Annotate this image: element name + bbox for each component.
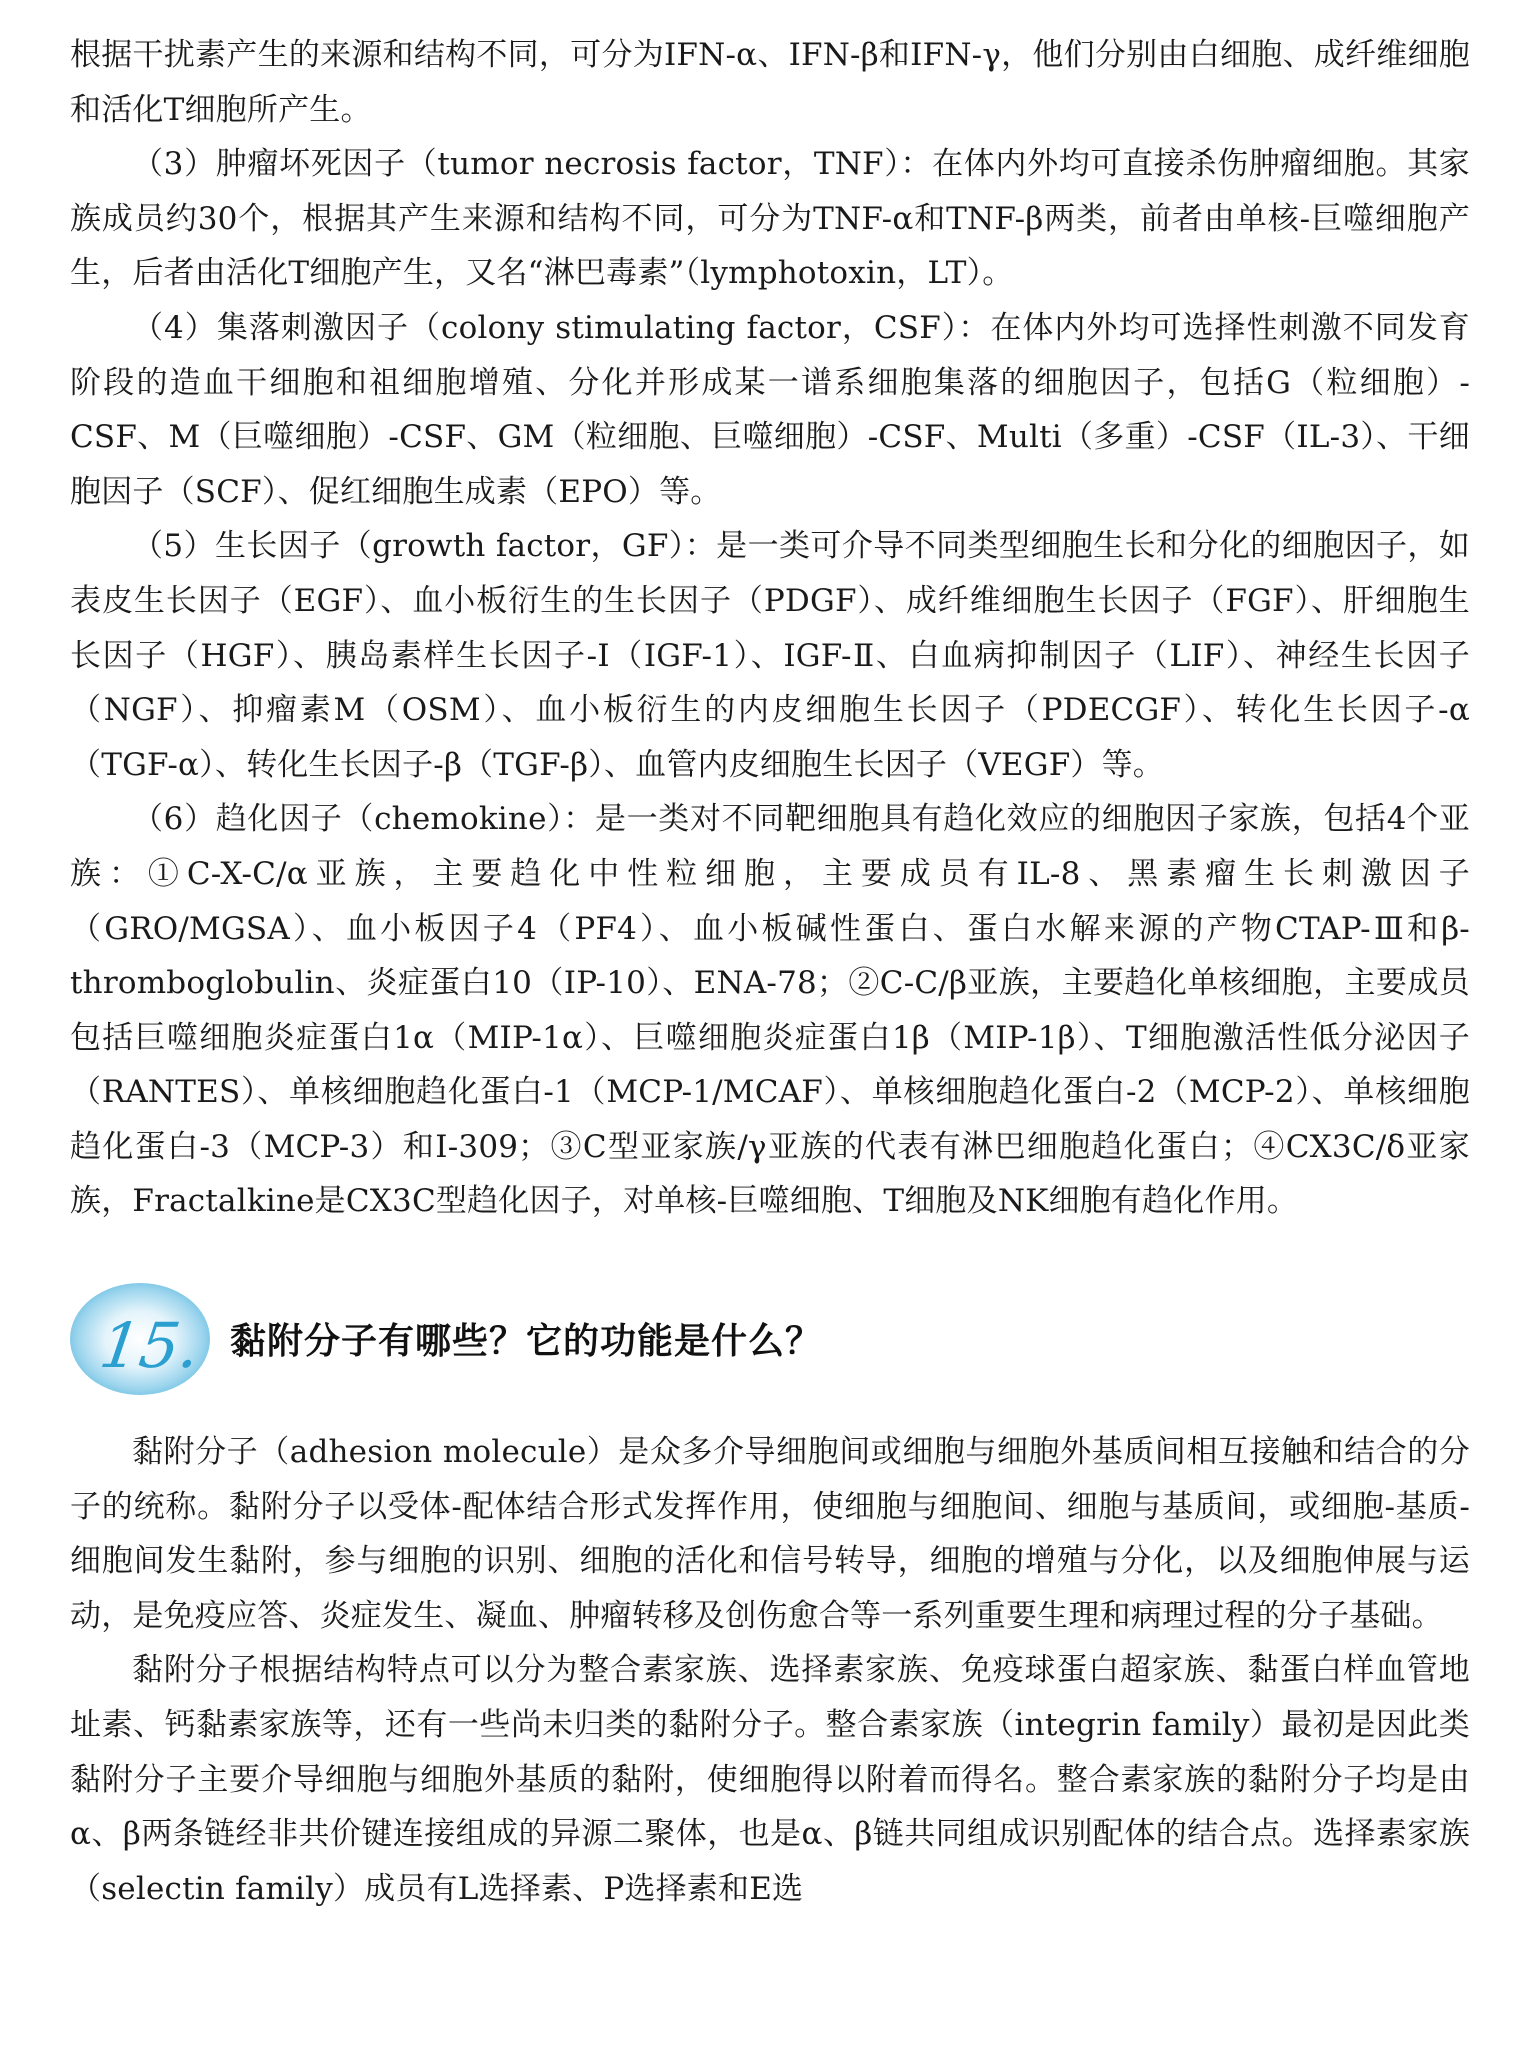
paragraph-chemokine: （6）趋化因子（chemokine）：是一类对不同靶细胞具有趋化效应的细胞因子家族，包括4个亚族：①C-X-C/α亚族，主要趋化中性粒细胞，主要成员有IL-8、黑素瘤生长刺激因子（GRO/MGSA）、血小板因子4（PF4）、血小板碱性蛋白、蛋白水解来源的产物CTAP-Ⅲ和β-thromboglobulin、炎症蛋白10（IP-10）、ENA-78；②C-C/β亚族，主要趋化单核细胞，主要成员包括巨噬细胞炎症蛋白1α（MIP-1α）、巨噬细胞炎症蛋白1β（MIP-1β）、T细胞激活性低分泌因子（RANTES）、单核细胞趋化蛋白-1（MCP-1/MCAF）、单核细胞趋化蛋白-2（MCP-2）、单核细胞趋化蛋白-3（MCP-3）和I-309；③C型亚家族/γ亚族的代表有淋巴细胞趋化蛋白；④CX3C/δ亚家族，Fractalkine是CX3C型趋化因子，对单核-巨噬细胞、T细胞及NK细胞有趋化作用。 bbox=[70, 801, 1470, 1220]
paragraph-growth-factor: （5）生长因子（growth factor，GF）：是一类可介导不同类型细胞生长和分化的细胞因子，如表皮生长因子（EGF）、血小板衍生的生长因子（PDGF）、成纤维细胞生长因子（FGF）、肝细胞生长因子（HGF）、胰岛素样生长因子-I（IGF-1）、IGF-Ⅱ、白血病抑制因子（LIF）、神经生长因子（NGF）、抑瘤素M（OSM）、血小板衍生的内皮细胞生长因子（PDECGF）、转化生长因子-α（TGF-α）、转化生长因子-β（TGF-β）、血管内皮细胞生长因子（VEGF）等。 bbox=[70, 528, 1470, 783]
section-number-badge-icon bbox=[66, 1279, 216, 1399]
paragraph-csf: （4）集落刺激因子（colony stimulating factor，CSF）：在体内外均可选择性刺激不同发育阶段的造血干细胞和祖细胞增殖、分化并形成某一谱系细胞集落的细胞因子，包括G（粒细胞）-CSF、M（巨噬细胞）-CSF、GM（粒细胞、巨噬细胞）-CSF、Multi（多重）-CSF（IL-3）、干细胞因子（SCF）、促红细胞生成素（EPO）等。 bbox=[70, 309, 1470, 510]
paragraph-ifn-continued: 根据干扰素产生的来源和结构不同，可分为IFN-α、IFN-β和IFN-γ，他们分别由白细胞、成纤维细胞和活化T细胞所产生。 bbox=[70, 37, 1470, 128]
section-heading bbox=[70, 1265, 1470, 1415]
paragraph-adhesion-definition: 黏附分子（adhesion molecule）是众多介导细胞间或细胞与细胞外基质间相互接触和结合的分子的统称。黏附分子以受体-配体结合形式发挥作用，使细胞与细胞间、细胞与基质间，或细胞-基质-细胞间发生黏附，参与细胞的识别、细胞的活化和信号转导，细胞的增殖与分化，以及细胞伸展与运动，是免疫应答、炎症发生、凝血、肿瘤转移及创伤愈合等一系列重要生理和病理过程的分子基础。 bbox=[70, 1434, 1470, 1634]
section-title: 黏附分子有哪些？它的功能是什么？ bbox=[230, 1321, 823, 1363]
section-number: 15. bbox=[95, 1309, 205, 1382]
paragraph-adhesion-families: 黏附分子根据结构特点可以分为整合素家族、选择素家族、免疫球蛋白超家族、黏蛋白样血管地址素、钙黏素家族等，还有一些尚未归类的黏附分子。整合素家族（integrin family）最初是因此类黏附分子主要介导细胞与细胞外基质的黏附，使细胞得以附着而得名。整合素家族的黏附分子均是由α、β两条链经非共价键连接组成的异源二聚体，也是α、β链共同组成识别配体的结合点。选择素家族（selectin family）成员有L选择素、P选择素和E选 bbox=[70, 1652, 1470, 1907]
paragraph-tnf: （3）肿瘤坏死因子（tumor necrosis factor，TNF）：在体内外均可直接杀伤肿瘤细胞。其家族成员约30个，根据其产生来源和结构不同，可分为TNF-α和TNF-β两类，前者由单核-巨噬细胞产生，后者由活化T细胞产生，又名“淋巴毒素”（lymphotoxin，LT）。 bbox=[70, 146, 1470, 292]
page-content bbox=[70, 28, 1470, 1916]
